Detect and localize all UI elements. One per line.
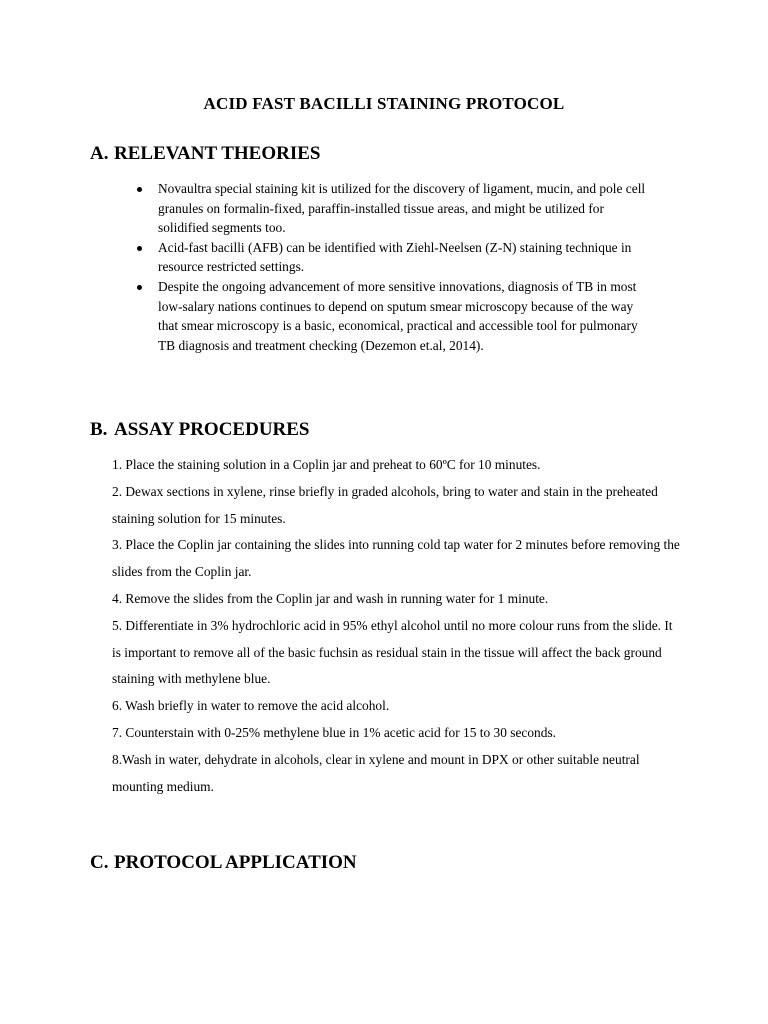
section-c-title: PROTOCOL APPLICATION — [114, 852, 357, 873]
section-a-heading — [90, 143, 320, 165]
list-item — [136, 238, 656, 277]
relevant-theories-list — [136, 179, 656, 355]
section-a-title: RELEVANT THEORIES — [114, 143, 321, 164]
procedure-step: 8.Wash in water, dehydrate in alcohols, clear in xylene and mount in DPX or other suitable neutral mounting medium. — [112, 751, 640, 794]
section-b-letter: B. — [90, 419, 108, 440]
bullet-text: Despite the ongoing advancement of more sensitive innovations, diagnosis of TB in most low-salary nations continues to depend on sputum smear microscopy because of the way that smear microscopy is a basic, economical, practical and accessible tool for pulmonary TB diagnosis and treatment checking (Dezemon et.al, 2014). — [158, 278, 638, 353]
bullet-icon — [137, 285, 142, 290]
bullet-text: Novaultra special staining kit is utilized for the discovery of ligament, mucin, and pole cell granules on formalin-fixed, paraffin-installed tissue areas, and might be utilized for solidified segments too. — [158, 181, 646, 236]
bullet-icon — [137, 246, 142, 251]
section-c-letter: C. — [90, 852, 109, 873]
procedure-step: 2. Dewax sections in xylene, rinse briefly in graded alcohols, bring to water and stain in the preheated staining solution for 15 minutes. — [112, 483, 658, 526]
section-c-heading — [90, 852, 357, 874]
assay-procedure-steps — [112, 452, 682, 800]
section-a-letter: A. — [90, 143, 109, 164]
bullet-text: Acid-fast bacilli (AFB) can be identified with Ziehl-Neelsen (Z-N) staining technique in resource restricted settings. — [158, 239, 632, 275]
list-item — [136, 179, 656, 238]
section-b-title: ASSAY PROCEDURES — [114, 419, 310, 440]
list-item — [136, 277, 656, 355]
procedure-step: 4. Remove the slides from the Coplin jar and wash in running water for 1 minute. — [112, 590, 549, 606]
section-b-heading — [90, 419, 310, 441]
procedure-step: 3. Place the Coplin jar containing the slides into running cold tap water for 2 minutes before removing the slides from the Coplin jar. — [112, 537, 680, 580]
document-title: ACID FAST BACILLI STAINING PROTOCOL — [203, 94, 565, 113]
bullet-icon — [137, 187, 142, 192]
procedure-step: 7. Counterstain with 0-25% methylene blue in 1% acetic acid for 15 to 30 seconds. — [112, 724, 557, 740]
procedure-step: 1. Place the staining solution in a Coplin jar and preheat to 60ºC for 10 minutes. — [112, 457, 541, 472]
procedure-step: 5. Differentiate in 3% hydrochloric acid in 95% ethyl alcohol until no more colour runs from the slide. It is important to remove all of the basic fuchsin as residual stain in the tissue will affect the back ground staining with methylene blue. — [112, 617, 673, 687]
procedure-step: 6. Wash briefly in water to remove the acid alcohol. — [112, 698, 390, 714]
